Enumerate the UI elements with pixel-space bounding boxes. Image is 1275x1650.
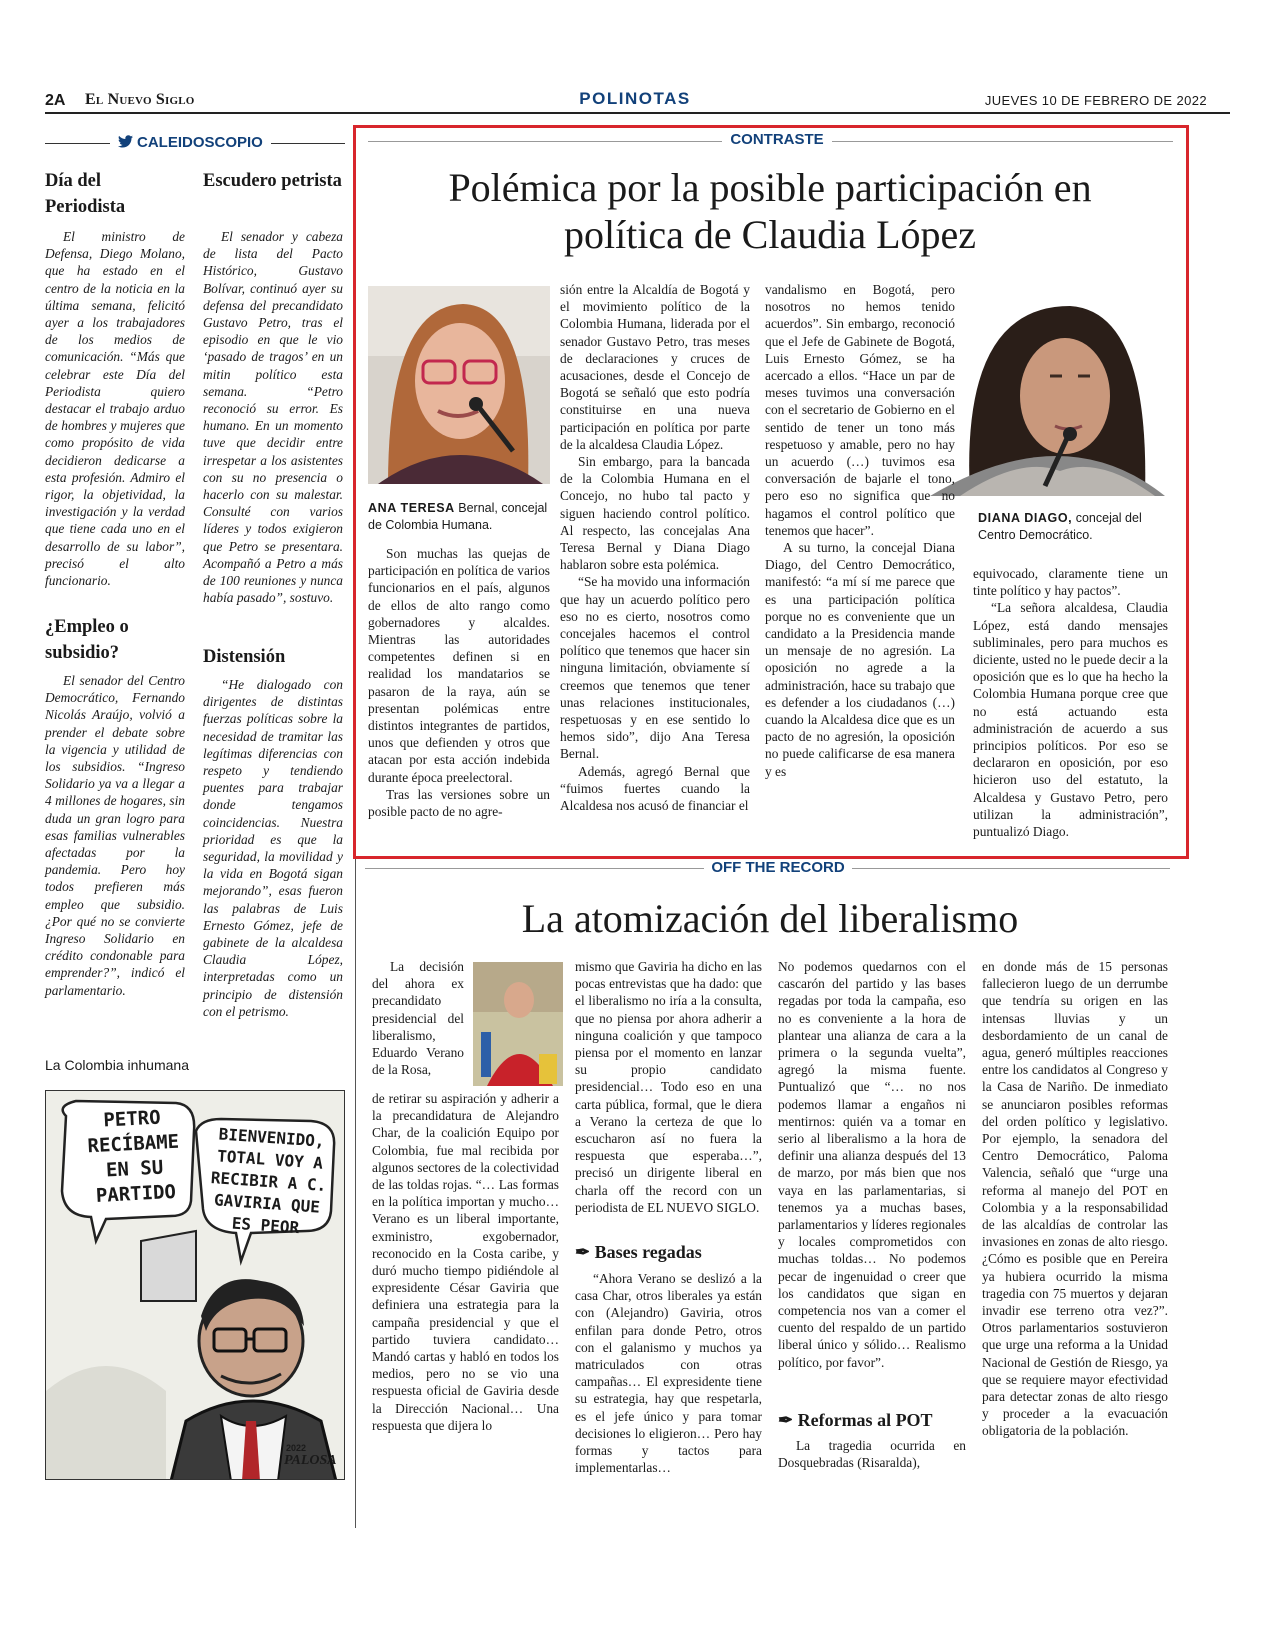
paragraph: Sin embargo, para la bancada de la Colombia Humana en el Concejo, no hubo tal pacto y siguen haciendo control político. Al respecto, las concejalas Ana Teresa Bernal y Diana Diago hablaron sobre esta polémica. bbox=[560, 454, 750, 573]
headline-dia-periodista: Día del Periodista bbox=[45, 171, 126, 217]
cartoon-bubble-right: BIENVENIDO, TOTAL VOY A RECIBIR A C. GAVIRIA QUE ES PEOR bbox=[210, 1124, 327, 1238]
off-the-record-headline: La atomización del liberalismo bbox=[521, 896, 1019, 941]
photo-eduardo-verano bbox=[473, 962, 563, 1086]
photo2-caption-name: DIANA DIAGO, bbox=[978, 511, 1073, 525]
contraste-headline: Polémica por la posible participación en política de Claudia López bbox=[448, 165, 1092, 257]
paragraph: La tragedia ocurrida en Dosquebradas (Risaralda), bbox=[778, 1438, 966, 1471]
headline-empleo-subsidio: ¿Empleo o subsidio? bbox=[45, 617, 129, 663]
header-rule bbox=[45, 112, 1230, 114]
otr-column-1-top bbox=[372, 958, 464, 1078]
paragraph: de retirar su aspiración y adherir a la precandidatura de Alejandro Char, de la coalición Equipo por Colombia, fue mal recibida por algunos sectores de la colectividad de las toldas rojas. “… Las formas en la política importan y mucho… Verano es un liberal importante, exministro, exgobernador, reconocido en la Costa caribe, y duró mucho tiempo pidiéndole al expresidente César Gaviria que definiera una estrategia para la campaña presidencial y que el partido tuviera candidato… Mandó cartas y habló en todos los medios, pero no se vio una respuesta oficial de Gaviria desde la Dirección Nacional… Una respuesta que dijera lo bbox=[372, 1091, 559, 1433]
paragraph: “La señora alcaldesa, Claudia López, está dando mensajes subliminales, pero para muchos es diciente, usted no le puede decir a la oposición que es lo que ha hecho la Colombia Humana porque cree que no está actuando esta administración de acuerdo a sus principios políticos. Por eso se declararon en oposición, por eso hicieron uso del estatuto, la Alcaldesa y Gustavo Petro, pero utilizan la administración”, puntualizó Diago. bbox=[973, 600, 1168, 840]
off-the-record-label: OFF THE RECORD bbox=[704, 859, 852, 876]
cartoon-bubble-left: PETRO RECÍBAME EN SU PARTIDO bbox=[87, 1106, 180, 1208]
paragraph: sión entre la Alcaldía de Bogotá y el movimiento político de la Colombia Humana, liderada por el senador Gustavo Petro, tras meses de declaraciones y cruces de acusaciones, desde el Concejo de Bogotá se señaló que esto podría constituirse en una nueva participación en política por parte de la alcaldesa Claudia López. bbox=[560, 282, 750, 452]
cartoon-caption: La Colombia inhumana bbox=[45, 1057, 189, 1073]
article-escudero-petrista-text: El senador y cabeza de lista del Pacto Histórico, Gustavo Bolívar, continuó ayer su defensa del precandidato Gustavo Petro, tras el episodio en que le vio ‘pasado de tragos’ en un mitin político esta semana. “Petro reconoció su error. Es humano. En un momento tuve que decidir entre irrespetar a los asistentes con su no presencia o hacerlo con su malestar. Consulté con varios líderes y todos exigieron que Petro se presentara. Acompañó a Petro a más de 100 reuniones y nunca había pasado”, sostuvo. bbox=[203, 229, 343, 606]
photo2-caption-text: concejal del Centro Democrático. bbox=[978, 511, 1142, 542]
paragraph: No podemos quedarnos con el cascarón del partido y las bases regadas por toda la campaña, eso no es conveniente a la hora de plantear una alianza de cara a la primera o la segunda vuelta”, agregó la misma fuente. Puntualizó que “… no nos podemos llamar a engaños ni mentirnos: quién va a tomar en serio al liberalismo a la hora de definir una alianza después del 13 de marzo, por más bien que nos vaya en las parlamentarias, si tenemos ya a muchas bases, parlamentarios y líderes regionales y locales comprometidos con muchas toldas… No podemos pecar de ingenuidad o creer que los candidatos que sigan en competencia nos van a comer el cuento del respaldo de un partido liberal único y sólido… Realismo político, por favor”. bbox=[778, 959, 966, 1370]
photo1-caption-text: Bernal, concejal de Colombia Humana. bbox=[368, 501, 548, 532]
photo-image bbox=[368, 286, 550, 484]
cartoon bbox=[45, 1090, 345, 1480]
otr-column-4 bbox=[982, 958, 1168, 1440]
otr-column-3 bbox=[778, 958, 966, 1371]
cartoon-signature: PALOSA bbox=[284, 1453, 337, 1468]
article-distension-text: “He dialogado con dirigentes de distintas fuerzas políticas sobre la necesidad de tramitar las legítimas diferencias con respeto y tendiendo puentes para trabajar donde tengamos coincidencias. Nuestra prioridad es que la seguridad, la movilidad y la vida en Bogotá sigan mejorando”, esas fueron las palabras de Luis Ernesto Gómez, jefe de gabinete de la alcaldesa Claudia López, interpretadas como un principio de distensión con el petrismo. bbox=[203, 677, 343, 1019]
feather-icon: ✒ bbox=[778, 1410, 794, 1430]
otr-column-1 bbox=[372, 1090, 559, 1434]
photo-ana-teresa-bernal bbox=[368, 286, 550, 484]
section-name: POLINOTAS bbox=[579, 89, 691, 108]
article-escudero-petrista bbox=[203, 228, 343, 606]
issue-date: JUEVES 10 DE FEBRERO DE 2022 bbox=[984, 93, 1207, 108]
feather-icon: ✒ bbox=[575, 1242, 591, 1262]
contraste-column-2 bbox=[560, 281, 750, 814]
otr-column-2b bbox=[575, 1270, 762, 1476]
paragraph: vandalismo en Bogotá, pero nosotros no hemos tenido acuerdos”. Sin embargo, reconoció que el Jefe de Gabinete de Bogotá, Luis Ernesto Gómez, se ha acercado a ellos. “Hace un par de meses tuvimos una conversación con el secretario de Gobierno en el sentido de tener un tono más respetuoso y amable, pero no hay un acuerdo (…) tuvimos esa conversación de bajarle el tono, pero eso no significa que no hagamos el control político que tenemos que hacer”. bbox=[765, 282, 955, 538]
paragraph: en donde más de 15 personas fallecieron luego de un derrumbe que tendría su origen en las intensas lluvias y un desbordamiento de un canal de agua, generó múltiples reacciones entre los candidatos al Congreso y la Casa de Nariño. De inmediato se anunciaron posibles reformas del orden político y legislativo. Por ejemplo, la senadora del Centro Democrático, Paloma Valencia, señaló que “urge una reforma al manejo del POT en Colombia y a la responsabilidad de las alcaldías de controlar las invasiones en zonas de alto riesgo. ¿Cómo es posible que en Pereira ya hubiera ocurrido la misma tragedia con 75 muertos y dejaran invadir ese terreno otra vez?”. Otros parlamentarios sostuvieron que urge una reforma a la Unidad Nacional de Gestión de Riesgo, ya que se requiere mayor efectividad para detectar zonas de alto riesgo y proceder a la evacuación obligatoria de la población. bbox=[982, 959, 1168, 1439]
photo-image bbox=[473, 962, 563, 1086]
subhead-reformas-pot bbox=[778, 1408, 966, 1432]
otr-column-2 bbox=[575, 958, 762, 1216]
contraste-column-4 bbox=[973, 565, 1168, 840]
headline-distension: Distensión bbox=[203, 647, 286, 667]
subhead-text: Reformas al POT bbox=[797, 1410, 933, 1430]
paragraph: Son muchas las quejas de participación en política de varios funcionarios en el país, algunos de ellos de alto rango como gobernadores y alcaldes. Mientras las autoridades competentes definen si en realidad los mandatarios se pasaron de la raya, aún se presentan polémicas entre distintos integrantes de partidos, unos que defienden y otros que atacan por esta acción indebida durante época preelectoral. bbox=[368, 546, 550, 785]
caleidoscopio-text: CALEIDOSCOPIO bbox=[137, 134, 263, 151]
article-dia-periodista-text: El ministro de Defensa, Diego Molano, que ha estado en el centro de la noticia en la última semana, felicitó ayer a los trabajadores de los medios de comunicación. “Más que celebrar este Día del Periodista quiero destacar el trabajo arduo de hombres y mujeres que como propósito de vida decidieron dedicarse a esta profesión. Admiro el rigor, la objetividad, la investigación y la verdad que tiene cada uno en el desarrollo de su labor”, precisó el alto funcionario. bbox=[45, 229, 185, 589]
contraste-column-1 bbox=[368, 545, 550, 820]
contraste-column-3 bbox=[765, 281, 955, 780]
paragraph: mismo que Gaviria ha dicho en las pocas entrevistas que ha dado: que el liberalismo no iría a la consulta, que no piensa por ahora adherir a ninguna coalición y que tampoco piensa por el momento en lanzar su propio candidato presidencial… Todo eso en una carta pública, formal, que le diera a Verano la certeza de que lo escucharon así no fuera la respuesta que esperaba…”, precisó un dirigente liberal en charla off the record con un periodista de EL NUEVO SIGLO. bbox=[575, 959, 762, 1215]
article-empleo-subsidio bbox=[45, 672, 185, 999]
photo1-caption bbox=[368, 500, 550, 534]
newspaper-name: El Nuevo Siglo bbox=[85, 91, 195, 108]
paragraph: “Ahora Verano se deslizó a la casa Char, otros liberales ya están con (Alejandro) Gaviria, otros enfilan para donde Petro, otros con el galanismo y muchos ya matriculados con otras campañas… El expresidente tiene su estrategia, hay que respetarla, es el jefe único y para tomar decisiones lo eligieron… Pero hay formas y tactos para implementarlas… bbox=[575, 1271, 762, 1476]
paragraph: Además, agregó Bernal que “fuimos fuertes cuando la Alcaldesa nos acusó de financiar el bbox=[560, 763, 750, 814]
caleidoscopio-label bbox=[110, 134, 271, 151]
article-distension bbox=[203, 676, 343, 1020]
headline-escudero-petrista: Escudero petrista bbox=[203, 171, 342, 191]
article-dia-periodista bbox=[45, 228, 185, 589]
paragraph: Tras las versiones sobre un posible pacto de no agre- bbox=[368, 786, 550, 820]
subhead-bases-regadas bbox=[575, 1240, 762, 1264]
article-empleo-subsidio-text: El senador del Centro Democrático, Fernando Nicolás Araújo, volvió a prender el debate sobre la vigencia y utilidad de los subsidios. “Ingreso Solidario ya va a llegar a 4 millones de hogares, sin duda un gran logro para esas familias vulnerables afectadas por la pandemia. Pero hoy todos prefieren más empleo que subsidio. ¿Por qué no se convierte Ingreso Solidario en crédito condonable para emprender?”, indicó el parlamentario. bbox=[45, 673, 185, 998]
page-number: 2A bbox=[45, 92, 66, 109]
cartoon-year: 2022 bbox=[286, 1443, 307, 1453]
photo2-caption bbox=[978, 510, 1168, 544]
paragraph: La decisión del ahora ex precandidato presidencial del liberalismo, Eduardo Verano de la Rosa, bbox=[372, 959, 464, 1078]
contraste-label: CONTRASTE bbox=[722, 131, 832, 148]
otr-column-3b bbox=[778, 1437, 966, 1471]
subhead-text: Bases regadas bbox=[594, 1242, 702, 1262]
photo1-caption-name: ANA TERESA bbox=[368, 501, 455, 515]
paragraph: “Se ha movido una información que hay un acuerdo político pero eso no es cierto, nosotros como concejales hacemos el control político que tenemos que hacer sin ninguna limitación, obviamente sí creemos que tenemos que tener unas relaciones institucionales, respetuosas y en ese sentido lo hemos sido”, dijo Ana Teresa Bernal. bbox=[560, 574, 750, 762]
bird-icon bbox=[118, 135, 133, 148]
paragraph: A su turno, la concejal Diana Diago, del Centro Democrático, manifestó: “a mí sí me parece que es una participación política porque no es conveniente que un candidato a la Presidencia mande un mensaje de no agresión. La oposición no agrede a la administración, hace su trabajo que es defender a los ciudadanos (…) cuando la Alcaldesa dice que es un pacto de no agresión, la oposición no puede calificarse de esa manera y es bbox=[765, 540, 955, 779]
paragraph: equivocado, claramente tiene un tinte político y hay pactos”. bbox=[973, 566, 1168, 599]
